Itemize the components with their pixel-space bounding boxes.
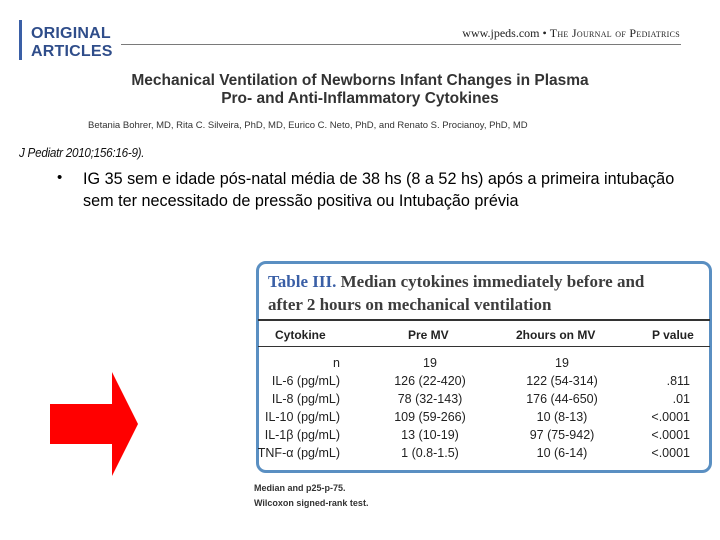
article-authors: Betania Bohrer, MD, Rita C. Silveira, PhD, MD, Eurico C. Neto, PhD, and Renato S. Procianoy, PhD, MD	[88, 120, 528, 131]
table-cell-p: <.0001	[651, 428, 690, 442]
table-cell-post: 122 (54-314)	[526, 374, 598, 388]
table-title-line2: after 2 hours on mechanical ventilation	[268, 295, 552, 314]
journal-website: www.jpeds.com	[462, 26, 540, 40]
bullet-text: IG 35 sem e idade pós-natal média de 38 hs (8 a 52 hs) após a primeira intubação sem ter necessitado de pressão positiva ou Intubação prévia	[83, 170, 675, 210]
article-title-line1: Mechanical Ventilation of Newborns Infant Changes in Plasma	[131, 72, 589, 89]
table-cell-p: .811	[666, 374, 690, 388]
section-accent-bar	[19, 20, 22, 60]
table-cell-cytokine: n	[333, 356, 340, 370]
table-cell-pre: 109 (59-266)	[394, 410, 466, 424]
article-citation: J Pediatr 2010;156:16-9).	[19, 145, 145, 160]
table-footnote-median: Median and p25-p-75.	[254, 483, 346, 493]
table-cell-post: 10 (6-14)	[536, 446, 588, 460]
table-cell-cytokine: IL-1β (pg/mL)	[264, 428, 340, 442]
table-cell-pre: 19	[423, 356, 437, 370]
table-cell-cytokine: TNF-α (pg/mL)	[257, 446, 340, 460]
column-header-post-mv: 2hours on MV	[516, 328, 596, 342]
column-header-cytokine: Cytokine	[275, 328, 326, 342]
table-cell-pre: 126 (22-420)	[394, 374, 466, 388]
table-cell-post: 97 (75-942)	[529, 428, 595, 442]
section-label-line2: ARTICLES	[31, 43, 113, 60]
table-title	[268, 270, 708, 316]
table-header-rule	[258, 346, 710, 347]
header-rule	[121, 44, 681, 45]
journal-name: The Journal of Pediatrics	[549, 26, 680, 40]
table-cell-pre: 1 (0.8-1.5)	[401, 446, 459, 460]
table-cell-p: .01	[672, 392, 690, 406]
bullet-marker: •	[57, 169, 63, 186]
table-top-rule	[258, 319, 710, 321]
table-cell-cytokine: IL-6 (pg/mL)	[271, 374, 340, 388]
right-arrow-icon	[50, 372, 138, 476]
table-cell-cytokine: IL-10 (pg/mL)	[264, 410, 340, 424]
column-header-pre-mv: Pre MV	[408, 328, 449, 342]
table-cell-post: 19	[555, 356, 569, 370]
table-title-line1: Median cytokines immediately before and	[340, 272, 645, 291]
table-cell-p: <.0001	[651, 446, 690, 460]
column-header-p-value: P value	[652, 328, 694, 342]
section-label-line1: ORIGINAL	[31, 25, 111, 42]
article-title-line2: Pro- and Anti-Inflammatory Cytokines	[221, 90, 499, 107]
table-cell-pre: 13 (10-19)	[401, 428, 459, 442]
table-cell-cytokine: IL-8 (pg/mL)	[271, 392, 340, 406]
table-cell-post: 10 (8-13)	[536, 410, 588, 424]
table-footnote-test: Wilcoxon signed-rank test.	[254, 498, 369, 508]
table-label: Table III.	[268, 272, 337, 291]
table-cell-p: <.0001	[651, 410, 690, 424]
header-separator: •	[542, 26, 547, 40]
table-cell-pre: 78 (32-143)	[397, 392, 463, 406]
arrow-shape	[50, 372, 138, 476]
journal-header	[350, 26, 680, 41]
table-cell-post: 176 (44-650)	[526, 392, 598, 406]
